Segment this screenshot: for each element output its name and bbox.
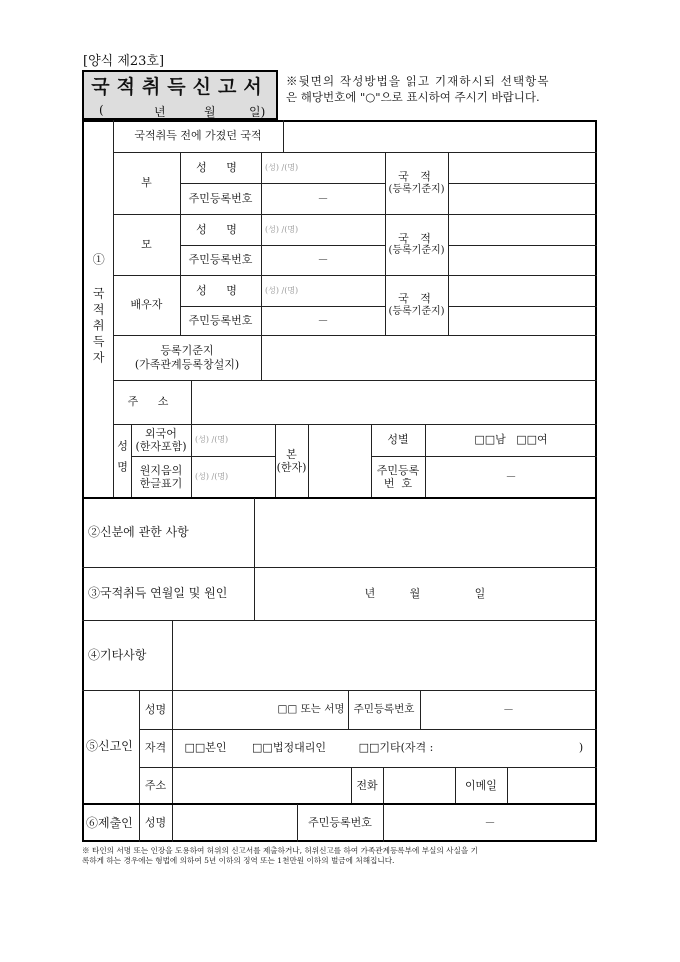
father-rrn-input[interactable]: － [317,191,329,205]
reporter-phone-label: 전화 [356,778,378,792]
spouse-name-label: 성 명 [196,283,245,297]
reporter-name-input[interactable] [173,691,273,728]
address-input[interactable] [192,381,595,423]
reg-base-input[interactable] [262,336,595,379]
qual-legal-rep-option[interactable]: □□법정대리인 [252,741,326,755]
reporter-address-label: 주소 [144,778,167,792]
gender-label: 성별 [387,433,409,447]
bon-input[interactable] [309,425,370,497]
spouse-name-input[interactable]: (성) /(명) [265,285,299,295]
reporter-sign[interactable]: □□ 또는 서명 [277,703,345,716]
qual-close-paren: ) [578,741,584,755]
mother-label: 모 [141,237,152,251]
spouse-rrn-label: 주민등록번호 [188,313,253,327]
original-korean-input[interactable]: (성) /(명) [195,472,229,482]
notice-text: ※뒷면의 작성방법을 읽고 기재하시되 선택항목 은 해당번호에 "○"으로 표시하여 주시기 바랍니다. [286,74,550,104]
section2-label: ②신분에 관한 사항 [88,525,189,540]
address-label: 주 소 [127,395,177,409]
section4-label: ④기타사항 [88,647,147,662]
section3-day[interactable]: 일 [474,586,486,600]
prev-nationality-value[interactable] [284,121,595,151]
bon-label: 본 (한자) [276,447,307,474]
page-title: 국적취득신고서 [91,75,269,98]
reporter-name-label: 성명 [144,702,167,716]
submitter-rrn-input[interactable]: － [484,816,496,830]
father-nationality-input[interactable] [449,153,595,213]
spouse-nationality-input[interactable] [449,276,595,334]
mother-nationality-label: 국 적 (등록기준지) [388,231,445,257]
section3-month[interactable]: 월 [409,586,421,600]
reporter-address-input[interactable] [173,768,350,803]
father-label: 부 [141,176,152,190]
reporter-phone-input[interactable] [384,768,454,803]
mother-nationality-input[interactable] [449,215,595,274]
mother-name-label: 성 명 [196,222,245,236]
original-korean-label: 원지음의 한글표기 [139,463,183,490]
date-line: ( 년 월 일) [99,103,266,119]
foreign-lang-label: 외국어 (한자포함) [135,426,187,453]
mother-rrn-label: 주민등록번호 [188,253,253,267]
title-box [82,70,278,120]
reporter-email-label: 이메일 [465,778,497,792]
name-col-label: 성명 [115,440,129,482]
gender-options[interactable]: □□남 □□여 [474,433,548,447]
section3-year[interactable]: 년 [364,586,376,600]
section1-label: ① 국적취득자 [91,253,106,367]
spouse-rrn-input[interactable]: － [317,313,329,327]
foreign-lang-input[interactable]: (성) /(명) [195,435,229,445]
reg-base-label: 등록기준지 (가족관계등록창설지) [134,344,240,371]
qual-other-option[interactable]: □□기타(자격 : [358,741,434,755]
qual-self-option[interactable]: □□본인 [184,741,227,755]
father-name-input[interactable]: (성) /(명) [265,162,299,172]
qualification-label: 자격 [144,741,167,755]
reporter-email-input[interactable] [508,768,595,803]
section5-label: ⑤신고인 [86,739,133,754]
footnote: ※ 타인의 서명 또는 인장을 도용하여 허위의 신고서를 제출하거나, 허위신고를 하여 가족관계등록부에 부실의 사실을 기 록하게 하는 경우에는 형법에 의하여 5년 이하의 징역 또는 1천만원 이하의 벌금에 처해집니다. [82,846,478,865]
form-number: [양식 제23호] [83,54,165,69]
father-nationality-label: 국 적 (등록기준지) [388,170,445,195]
mother-name-input[interactable]: (성) /(명) [265,224,299,234]
section4-input[interactable] [173,621,595,689]
reporter-rrn-label: 주민등록번호 [353,703,415,716]
rrn2-input[interactable]: － [505,470,517,484]
section2-input[interactable] [255,499,595,566]
section6-label: ⑥제출인 [86,815,133,830]
submitter-name-label: 성명 [144,816,167,830]
rrn2-label: 주민등록 번 호 [376,463,420,490]
submitter-rrn-label: 주민등록번호 [308,816,372,830]
submitter-name-input[interactable] [173,805,296,841]
section3-label: ③국적취득 연월일 및 원인 [88,586,228,601]
mother-rrn-input[interactable]: － [317,253,329,267]
father-name-label: 성 명 [196,160,245,174]
reporter-rrn-input[interactable]: － [503,702,514,716]
spouse-label: 배우자 [130,298,163,312]
spouse-nationality-label: 국 적 (등록기준지) [388,292,445,317]
prev-nationality-label: 국적취득 전에 가졌던 국적 [134,129,262,143]
father-rrn-label: 주민등록번호 [188,191,253,205]
